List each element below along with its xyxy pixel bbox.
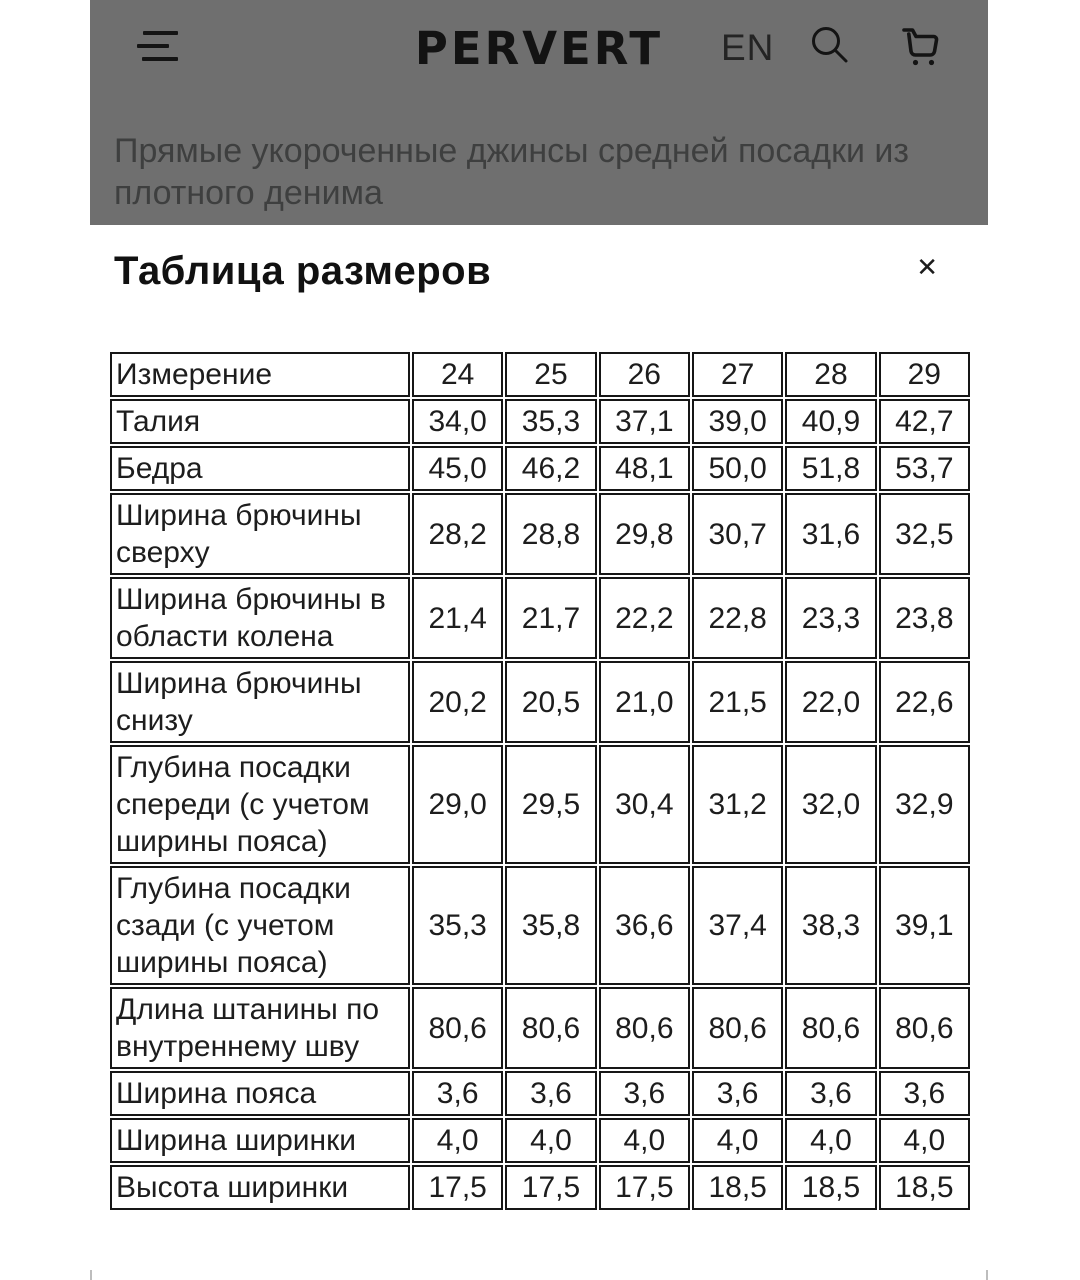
product-title: Прямые укороченные джинсы средней посадки из плотного денима <box>114 132 909 212</box>
row-value-cell: 37,4 <box>692 866 783 985</box>
row-value-cell: 80,6 <box>505 987 596 1069</box>
table-row <box>110 745 970 864</box>
row-value-cell: 4,0 <box>412 1118 503 1163</box>
row-value-cell: 23,8 <box>879 577 970 659</box>
row-value-cell: 4,0 <box>692 1118 783 1163</box>
row-label-cell: Глубина посадки спереди (с учетом ширины пояса) <box>110 745 410 864</box>
row-value-cell: 32,0 <box>785 745 876 864</box>
row-value-cell: 39,1 <box>879 866 970 985</box>
row-value-cell: 22,2 <box>599 577 690 659</box>
header-measure-cell: Измерение <box>110 352 410 397</box>
row-value-cell: 51,8 <box>785 446 876 491</box>
row-label-cell: Ширина брючины снизу <box>110 661 410 743</box>
row-label-cell: Ширина брючины в области колена <box>110 577 410 659</box>
table-row <box>110 866 970 985</box>
row-value-cell: 48,1 <box>599 446 690 491</box>
table-row <box>110 1165 970 1210</box>
row-value-cell: 3,6 <box>505 1071 596 1116</box>
close-icon[interactable]: ✕ <box>916 253 938 283</box>
table-row <box>110 399 970 444</box>
row-value-cell: 38,3 <box>785 866 876 985</box>
row-value-cell: 30,7 <box>692 493 783 575</box>
row-value-cell: 4,0 <box>599 1118 690 1163</box>
size-table <box>108 350 972 1212</box>
header-size-cell: 27 <box>692 352 783 397</box>
row-value-cell: 22,8 <box>692 577 783 659</box>
row-value-cell: 37,1 <box>599 399 690 444</box>
row-value-cell: 4,0 <box>879 1118 970 1163</box>
row-value-cell: 80,6 <box>879 987 970 1069</box>
table-row <box>110 987 970 1069</box>
row-value-cell: 30,4 <box>599 745 690 864</box>
row-value-cell: 28,8 <box>505 493 596 575</box>
header-size-cell: 28 <box>785 352 876 397</box>
row-value-cell: 39,0 <box>692 399 783 444</box>
viewport-edge-mark <box>986 1270 988 1280</box>
row-value-cell: 80,6 <box>412 987 503 1069</box>
row-value-cell: 3,6 <box>785 1071 876 1116</box>
row-value-cell: 40,9 <box>785 399 876 444</box>
row-value-cell: 29,5 <box>505 745 596 864</box>
header-size-cell: 26 <box>599 352 690 397</box>
row-value-cell: 4,0 <box>785 1118 876 1163</box>
row-value-cell: 34,0 <box>412 399 503 444</box>
row-value-cell: 3,6 <box>879 1071 970 1116</box>
row-value-cell: 32,5 <box>879 493 970 575</box>
table-row <box>110 493 970 575</box>
row-value-cell: 45,0 <box>412 446 503 491</box>
row-value-cell: 20,5 <box>505 661 596 743</box>
table-row <box>110 1071 970 1116</box>
row-value-cell: 22,6 <box>879 661 970 743</box>
size-table-body <box>110 352 970 1210</box>
header-size-cell: 29 <box>879 352 970 397</box>
size-table-modal <box>90 225 988 1280</box>
row-value-cell: 28,2 <box>412 493 503 575</box>
row-label-cell: Бедра <box>110 446 410 491</box>
row-value-cell: 18,5 <box>785 1165 876 1210</box>
row-value-cell: 3,6 <box>412 1071 503 1116</box>
row-label-cell: Длина штанины по внутреннему шву <box>110 987 410 1069</box>
phone-viewport <box>90 0 988 1280</box>
row-value-cell: 35,8 <box>505 866 596 985</box>
row-value-cell: 21,4 <box>412 577 503 659</box>
row-value-cell: 53,7 <box>879 446 970 491</box>
cart-icon[interactable] <box>896 22 944 70</box>
row-value-cell: 4,0 <box>505 1118 596 1163</box>
row-value-cell: 18,5 <box>692 1165 783 1210</box>
language-switcher[interactable]: EN <box>721 27 775 68</box>
row-value-cell: 21,0 <box>599 661 690 743</box>
header-size-cell: 25 <box>505 352 596 397</box>
row-value-cell: 31,6 <box>785 493 876 575</box>
row-value-cell: 46,2 <box>505 446 596 491</box>
row-value-cell: 35,3 <box>412 866 503 985</box>
row-value-cell: 36,6 <box>599 866 690 985</box>
row-value-cell: 80,6 <box>785 987 876 1069</box>
row-label-cell: Ширина брючины сверху <box>110 493 410 575</box>
row-value-cell: 29,8 <box>599 493 690 575</box>
row-label-cell: Высота ширинки <box>110 1165 410 1210</box>
row-value-cell: 23,3 <box>785 577 876 659</box>
row-value-cell: 17,5 <box>599 1165 690 1210</box>
row-value-cell: 32,9 <box>879 745 970 864</box>
table-row <box>110 1118 970 1163</box>
row-label-cell: Глубина посадки сзади (с учетом ширины пояса) <box>110 866 410 985</box>
row-value-cell: 20,2 <box>412 661 503 743</box>
table-row <box>110 661 970 743</box>
row-label-cell: Ширина пояса <box>110 1071 410 1116</box>
row-value-cell: 22,0 <box>785 661 876 743</box>
row-value-cell: 42,7 <box>879 399 970 444</box>
row-value-cell: 3,6 <box>692 1071 783 1116</box>
row-value-cell: 3,6 <box>599 1071 690 1116</box>
row-label-cell: Талия <box>110 399 410 444</box>
row-label-cell: Ширина ширинки <box>110 1118 410 1163</box>
row-value-cell: 80,6 <box>599 987 690 1069</box>
row-value-cell: 31,2 <box>692 745 783 864</box>
table-row <box>110 446 970 491</box>
row-value-cell: 35,3 <box>505 399 596 444</box>
row-value-cell: 17,5 <box>505 1165 596 1210</box>
row-value-cell: 29,0 <box>412 745 503 864</box>
table-row <box>110 577 970 659</box>
row-value-cell: 18,5 <box>879 1165 970 1210</box>
search-icon[interactable] <box>806 22 854 70</box>
modal-title: Таблица размеров <box>114 249 492 293</box>
row-value-cell: 21,7 <box>505 577 596 659</box>
brand-logo[interactable]: PERVERT <box>414 22 664 75</box>
dimmed-page-overlay[interactable] <box>90 0 988 225</box>
modal-header <box>90 225 988 294</box>
row-value-cell: 21,5 <box>692 661 783 743</box>
row-value-cell: 17,5 <box>412 1165 503 1210</box>
table-header-row <box>110 352 970 397</box>
row-value-cell: 80,6 <box>692 987 783 1069</box>
site-header <box>90 0 988 96</box>
row-value-cell: 50,0 <box>692 446 783 491</box>
viewport-edge-mark <box>90 1270 92 1280</box>
header-size-cell: 24 <box>412 352 503 397</box>
